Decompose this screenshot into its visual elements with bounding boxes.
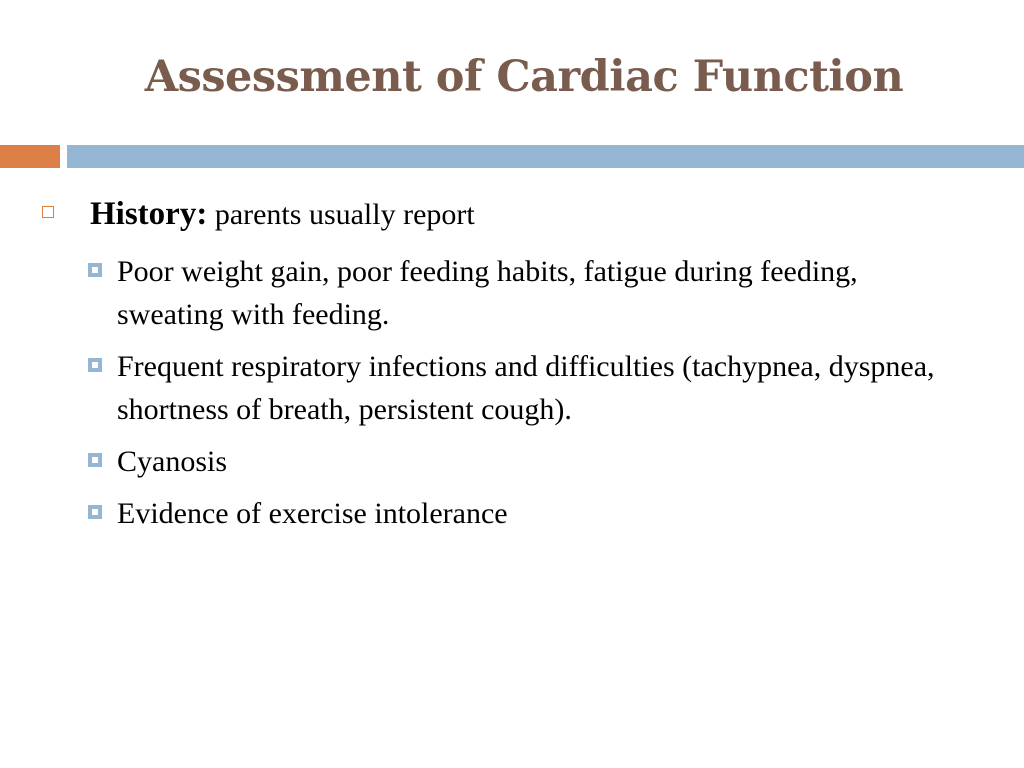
sub-bullet-list xyxy=(88,250,948,544)
square-bullet-icon xyxy=(88,505,102,519)
main-bullet-text xyxy=(90,194,475,235)
sub-bullet-item xyxy=(88,492,948,535)
sub-bullet-text: Poor weight gain, poor feeding habits, fatigue during feeding, sweating with feeding. xyxy=(117,255,858,331)
sub-bullet-text: Evidence of exercise intolerance xyxy=(117,497,508,530)
sub-bullet-item xyxy=(88,440,948,483)
hollow-square-bullet-icon xyxy=(42,206,54,218)
square-bullet-icon xyxy=(88,263,102,277)
square-bullet-icon xyxy=(88,358,102,372)
main-bullet-item xyxy=(42,194,982,235)
sub-bullet-text: Frequent respiratory infections and difficulties (tachypnea, dyspnea, shortness of breath, persistent cough). xyxy=(117,350,935,426)
sub-bullet-text: Cyanosis xyxy=(117,445,228,478)
square-bullet-icon xyxy=(88,453,102,467)
main-bullet-heading: History: xyxy=(90,196,208,232)
sub-bullet-item xyxy=(88,250,948,336)
sub-bullet-item xyxy=(88,345,948,431)
slide-title: Assessment of Cardiac Function xyxy=(144,52,904,102)
main-bullet-body: parents usually report xyxy=(207,198,475,231)
